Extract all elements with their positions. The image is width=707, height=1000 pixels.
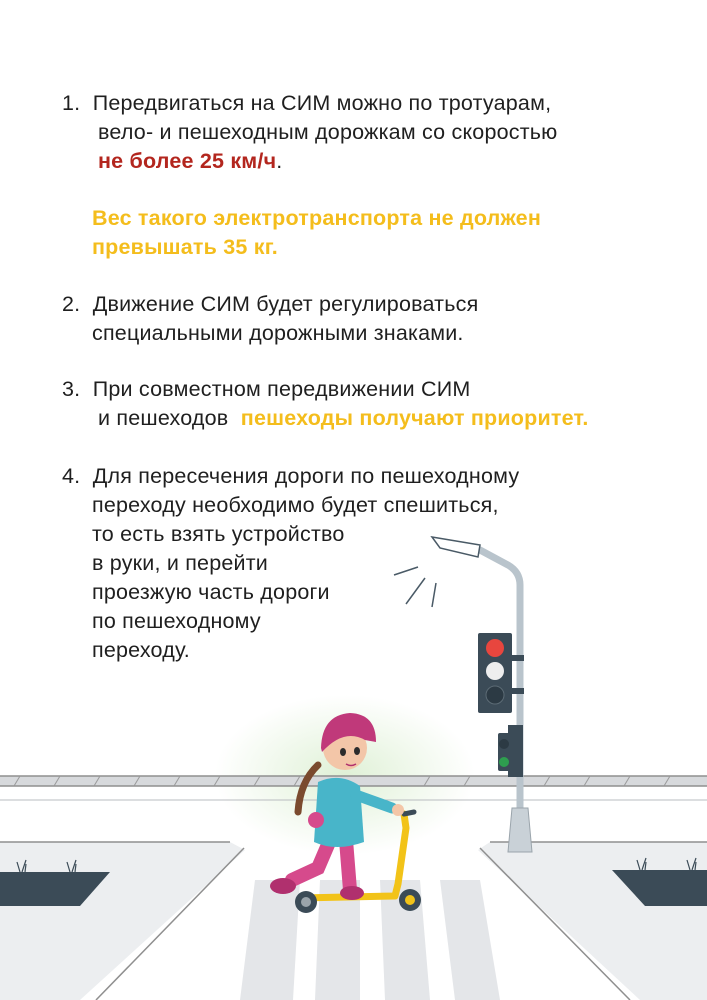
rule-3-line-1 (62, 375, 470, 404)
rule-4-line-2: переходу необходимо будет спешиться, (92, 493, 499, 517)
rule-4-number: 4. (62, 464, 81, 488)
rule-3-text-start: и пешеходов (98, 406, 229, 430)
rule-3-text: При совместном передвижении СИМ (92, 377, 471, 401)
rule-4-text: Для пересечения дороги по пешеходному (92, 464, 520, 488)
red-light (486, 639, 504, 657)
rule-4-line-1 (62, 462, 519, 491)
rule-1-line-2: вело- и пешеходным дорожкам со скоростью (98, 120, 558, 144)
speed-limit-highlight: не более 25 км/ч (98, 149, 277, 173)
rule-4-line-6: по пешеходному (92, 609, 261, 633)
rule-1-line-3 (98, 147, 282, 176)
rule-2-text: Движение СИМ будет регулироваться (92, 292, 479, 316)
rule-1-text: Передвигаться на СИМ можно по тротуарам, (92, 91, 552, 115)
rule-2-line-2: специальными дорожными знаками. (92, 321, 464, 345)
rule-4-line-3: то есть взять устройство (92, 522, 345, 546)
rule-4-line-5: проезжую часть дороги (92, 580, 330, 604)
rule-3-line-2 (98, 404, 589, 433)
rule-2-number: 2. (62, 292, 81, 316)
rule-1-number: 1. (62, 91, 81, 115)
rule-1-line-1 (62, 89, 551, 118)
street-illustration (0, 500, 707, 1000)
rule-2-line-1 (62, 290, 478, 319)
pedestrian-light-icon (498, 725, 523, 777)
green-light-off (486, 686, 504, 704)
rule-4-line-7: переходу. (92, 638, 190, 662)
rule-3-number: 3. (62, 377, 81, 401)
weight-note-line-1: Вес такого электротранспорта не должен (92, 206, 542, 230)
rule-4-line-4: в руки, и перейти (92, 551, 268, 575)
priority-highlight: пешеходы получают приоритет. (240, 406, 589, 430)
rule-1-period: . (276, 149, 283, 173)
weight-note-line-2: превышать 35 кг. (92, 235, 278, 259)
yellow-light (486, 662, 504, 680)
